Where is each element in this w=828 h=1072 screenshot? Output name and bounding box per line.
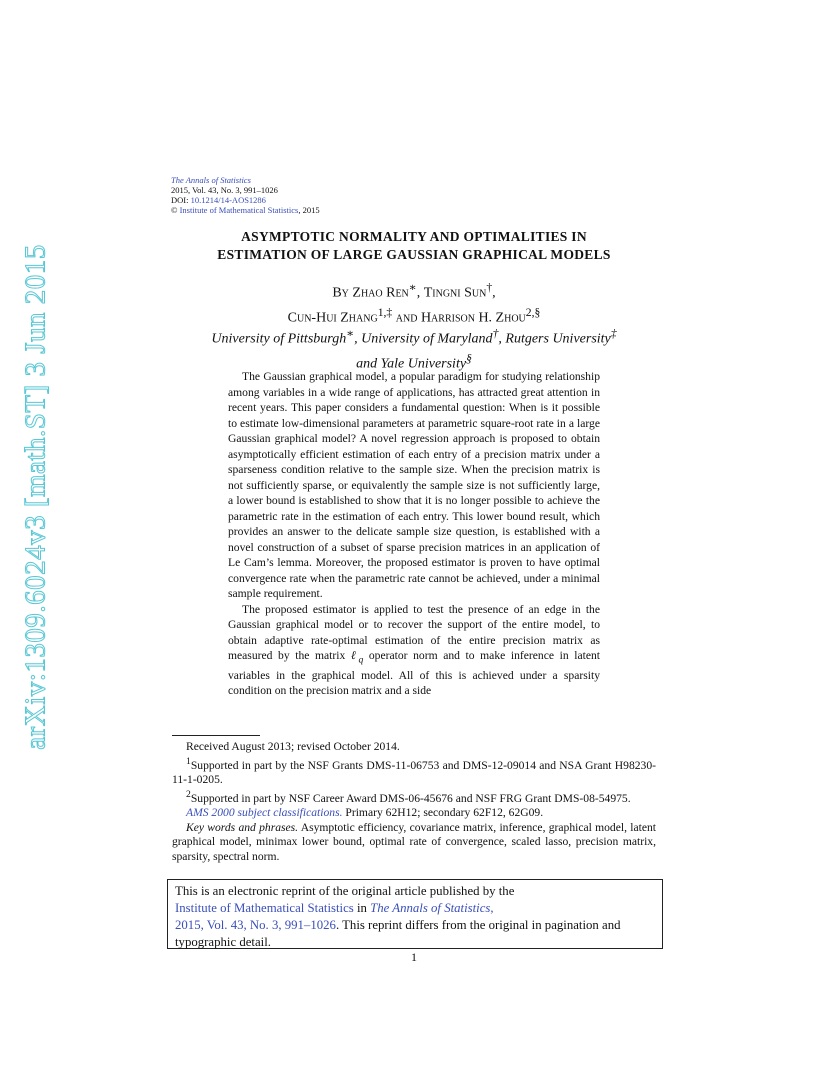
journal-header xyxy=(171,175,320,215)
affil-maryland-mark: † xyxy=(492,327,499,340)
affil-pittsburgh: University of Pittsburgh xyxy=(211,331,347,347)
title-line-2: ESTIMATION OF LARGE GAUSSIAN GRAPHICAL MODELS xyxy=(217,247,611,262)
copyright-year: , 2015 xyxy=(298,205,320,215)
author-separator: , xyxy=(416,285,424,301)
page-number: 1 xyxy=(411,950,417,964)
abstract-paragraph-2 xyxy=(228,602,600,699)
paper-title xyxy=(150,228,678,264)
ams-classification xyxy=(172,806,656,821)
received-note: Received August 2013; revised October 2014. xyxy=(186,740,400,753)
author-zhou-mark: 2,§ xyxy=(525,305,541,319)
reprint-comma: , xyxy=(490,901,494,915)
ell-symbol: ℓ xyxy=(350,649,359,662)
reprint-citation-link[interactable]: 2015, Vol. 43, No. 3, 991–1026 xyxy=(175,918,336,932)
affil-maryland: , University of Maryland xyxy=(354,331,493,347)
author-list xyxy=(150,278,678,327)
author-by: By xyxy=(332,285,353,301)
author-ren: Zhao Ren xyxy=(352,285,409,301)
abstract-p2-part-a: The proposed estimator is applied to test the presence of an edge in the Gaussian graphical model or to recover the support of the entire model, to obtain adaptive rate-optimal estimation of the entire precision matrix as measured by the matrix xyxy=(228,602,600,662)
footnote-1 xyxy=(172,755,656,788)
reprint-journal-link[interactable]: The Annals of Statistics xyxy=(370,901,491,915)
keywords xyxy=(172,821,656,865)
author-separator: , xyxy=(492,285,496,301)
doi-link[interactable]: 10.1214/14-AOS1286 xyxy=(190,195,266,205)
keywords-label: Key words and phrases. xyxy=(186,820,299,834)
institute-link[interactable]: Institute of Mathematical Statistics xyxy=(179,205,299,215)
footnotes xyxy=(172,740,656,864)
doi-prefix: DOI: xyxy=(171,195,191,205)
ams-classification-text: Primary 62H12; secondary 62F12, 62G09. xyxy=(342,806,544,820)
author-ren-mark: ∗ xyxy=(408,281,417,294)
abstract xyxy=(228,369,600,699)
author-and: and xyxy=(392,310,421,326)
reprint-notice-box xyxy=(167,879,663,949)
author-sun: Tingni Sun xyxy=(423,285,487,301)
author-zhang-mark: 1,‡ xyxy=(377,305,393,319)
affil-rutgers-mark: ‡ xyxy=(610,327,617,340)
arxiv-stamp-text: arXiv:1309.6024v3 [math.ST] 3 Jun 2015 xyxy=(19,244,52,750)
footnote-2-text: Supported in part by NSF Career Award DMS-06-45676 and NSF FRG Grant DMS-08-54975. xyxy=(190,791,631,805)
author-sun-mark: † xyxy=(486,281,493,294)
footnote-2 xyxy=(172,788,656,806)
journal-volume-line: 2015, Vol. 43, No. 3, 991–1026 xyxy=(171,185,278,195)
footnote-1-mark: 1 xyxy=(186,755,191,767)
reprint-institute-link[interactable]: Institute of Mathematical Statistics xyxy=(175,901,354,915)
reprint-line-3: . This reprint differs from the original in pagination and typographic detail. xyxy=(175,918,621,949)
abstract-paragraph-1: The Gaussian graphical model, a popular paradigm for studying relationship among variables in a wide range of applications, has attracted great attention in recent years. This paper considers a fundamental question: When is it possible to estimate low-dimensional parameters at parametric square-root rate in a large Gaussian graphical model? A novel regression approach is proposed to obtain asymptotically efficient estimation of each entry of a precision matrix under a sparseness condition relative to the sample size. When the precision matrix is not sufficiently sparse, or equivalently the sample size is not sufficiently large, a lower bound is established to show that it is no longer possible to achieve the parametric rate in the estimation of each entry. This lower bound result, which provides an answer to the delicate sample size question, is established with a novel construction of a subset of sparse precision matrices in an application of Le Cam’s lemma. Moreover, the proposed estimator is proven to have optimal convergence rate when the parametric rate cannot be achieved, under a minimal sample requirement. xyxy=(228,370,600,600)
ams-classification-link[interactable]: AMS 2000 subject classifications. xyxy=(186,806,343,820)
abstract-p2-part-b: operator norm and to make inference in latent variables in the graphical model. All of this is achieved under a sparsity condition on the precision matrix and a side xyxy=(228,649,600,698)
affil-yale: and Yale University xyxy=(356,356,467,372)
affil-rutgers: , Rutgers University xyxy=(498,331,611,347)
author-zhou: Harrison H. Zhou xyxy=(420,310,526,326)
footnote-1-text: Supported in part by the NSF Grants DMS-11-06753 and DMS-12-09014 and NSA Grant H98230-11-1-0205. xyxy=(172,758,656,787)
footnote-2-mark: 2 xyxy=(186,788,191,800)
copyright-symbol: © xyxy=(171,205,178,215)
reprint-in: in xyxy=(353,901,371,915)
reprint-line-1: This is an electronic reprint of the original article published by the xyxy=(175,884,515,898)
title-line-1: ASYMPTOTIC NORMALITY AND OPTIMALITIES IN xyxy=(241,229,587,244)
affiliations xyxy=(150,324,678,373)
keywords-text: Asymptotic efficiency, covariance matrix, inference, graphical model, latent graphical model, minimax lower bound, optimal rate of convergence, scaled lasso, precision matrix, sparsity, spectral norm. xyxy=(172,820,656,863)
footnote-rule xyxy=(172,735,260,736)
journal-name-link[interactable]: The Annals of Statistics xyxy=(171,175,251,185)
arxiv-stamp xyxy=(14,244,58,750)
ell-subscript: q xyxy=(358,654,364,666)
affil-pittsburgh-mark: ∗ xyxy=(346,327,355,340)
author-zhang: Cun-Hui Zhang xyxy=(287,310,378,326)
affil-yale-mark: § xyxy=(466,351,472,365)
